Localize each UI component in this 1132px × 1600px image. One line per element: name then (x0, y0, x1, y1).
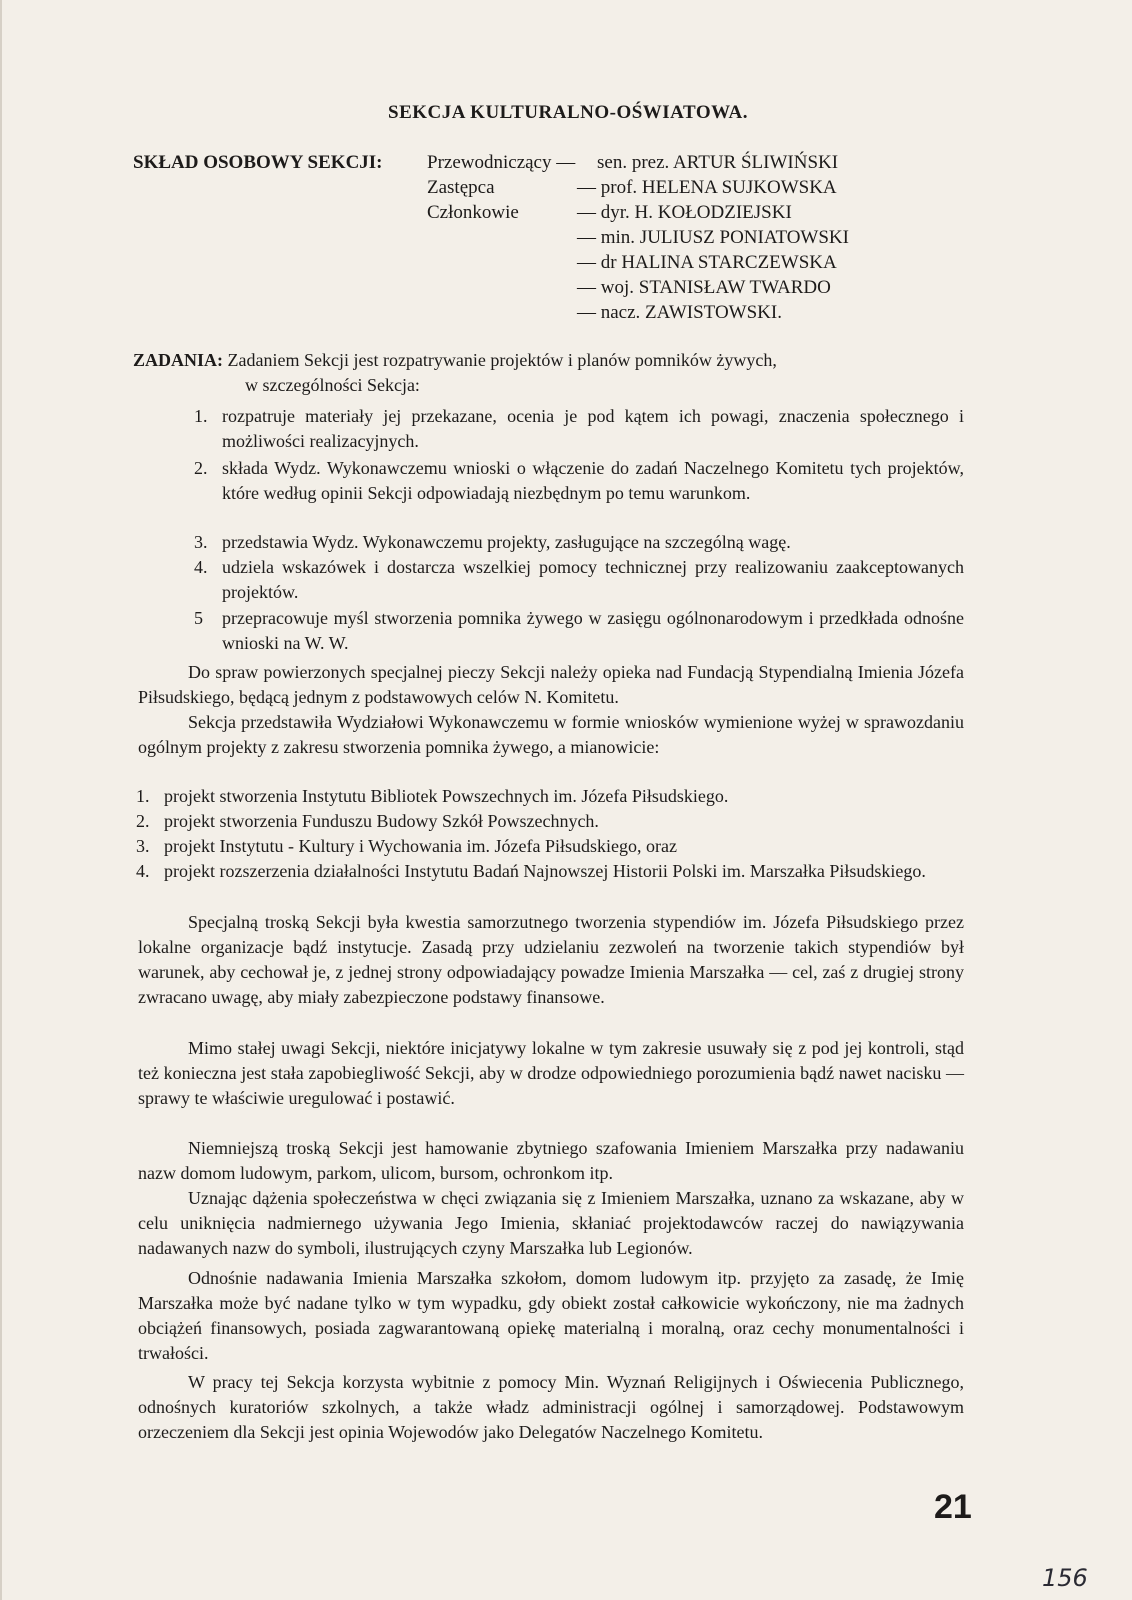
task-text: udziela wskazówek i dostarcza wszelkiej pomocy technicznej przy realizowaniu zaakceptowanych projektów. (222, 557, 964, 602)
paragraph: Uznając dążenia społeczeństwa w chęci związania się z Imieniem Marszałka, uznano za wskazane, aby w celu uniknięcia nadmiernego używania Jego Imienia, skłaniać projektodawców raczej do nawiązywania nadawanych nazw do symboli, ilustrujących czyny Marszałka lub Legionów. (138, 1188, 964, 1258)
task-item (194, 456, 964, 506)
task-number: 2. (194, 458, 208, 478)
project-item (136, 834, 964, 859)
project-number: 4. (136, 861, 150, 881)
tasks-intro (133, 348, 963, 373)
member-item: — woj. STANISŁAW TWARDO (577, 277, 831, 298)
member-item: — prof. HELENA SUJKOWSKA (577, 177, 837, 198)
role-chair: Przewodniczący — (427, 152, 576, 173)
paragraph: Niemniejszą troską Sekcji jest hamowanie zbytniego szafowania Imieniem Marszałka przy nadawaniu nazw domom ludowym, parkom, ulicom, bursom, ochronkom itp. (138, 1138, 964, 1183)
task-item (194, 606, 964, 656)
task-number: 1. (194, 406, 208, 426)
member-item: — nacz. ZAWISTOWSKI. (577, 302, 782, 323)
project-text: projekt rozszerzenia działalności Instytutu Badań Najnowszej Historii Polski im. Marszałka Piłsudskiego. (164, 861, 926, 881)
member-item: — min. JULIUSZ PONIATOWSKI (577, 227, 849, 248)
paragraph: Mimo stałej uwagi Sekcji, niektóre inicjatywy lokalne w tym zakresie usuwały się z pod jej kontroli, stąd też konieczna jest stała zapobiegliwość Sekcji, aby w drodze odpowiedniego porozumienia bądź nawet nacisku — sprawy te właściwie uregulować i postawić. (138, 1038, 964, 1108)
paragraph: Do spraw powierzonych specjalnej pieczy Sekcji należy opieka nad Fundacją Stypendialną Imienia Józefa Piłsudskiego, będącą jednym z podstawowych celów N. Komitetu. (138, 662, 964, 707)
task-text: rozpatruje materiały jej przekazane, ocenia je pod kątem ich powagi, znaczenia społecznego i możliwości realizacyjnych. (222, 406, 964, 451)
project-item (136, 784, 964, 809)
task-item (194, 404, 964, 454)
project-item (136, 859, 964, 884)
task-text: przedstawia Wydz. Wykonawczemu projekty, zasługujące na szczególną wagę. (222, 532, 791, 552)
task-number: 5 (194, 608, 203, 628)
project-number: 1. (136, 786, 150, 806)
task-item (194, 555, 964, 605)
tasks-intro-line2: w szczególności Sekcja: (245, 375, 420, 395)
project-text: projekt stworzenia Funduszu Budowy Szkół Powszechnych. (164, 811, 599, 831)
task-text: przepracowuje myśl stworzenia pomnika żywego w zasięgu ogólnonarodowym i przedkłada odnośne wnioski na W. W. (222, 608, 964, 653)
project-number: 2. (136, 811, 150, 831)
page-number: 21 (934, 1488, 972, 1526)
tasks-label: ZADANIA: (133, 350, 223, 370)
paragraph: Sekcja przedstawiła Wydziałowi Wykonawczemu w formie wniosków wymienione wyżej w sprawozdaniu ogólnym projekty z zakresu stworzenia pomnika żywego, a mianowicie: (138, 712, 964, 757)
task-number: 3. (194, 532, 208, 552)
paragraph: Specjalną troską Sekcji była kwestia samorzutnego tworzenia stypendiów im. Józefa Piłsudskiego przez lokalne organizacje bądź instytucje. Zasadą przy udzielaniu zezwoleń na tworzenie takich stypendiów był warunek, aby cechował je, z jednej strony odpowiadający powadze Imienia Marszałka — cel, zaś z drugiej strony zwracano uwagę, aby miały zabezpieczone podstawy finansowe. (138, 912, 964, 1007)
role-deputy: Zastępca (427, 177, 495, 198)
project-number: 3. (136, 836, 150, 856)
role-members: Członkowie (427, 202, 519, 223)
paragraph: Odnośnie nadawania Imienia Marszałka szkołom, domom ludowym itp. przyjęto za zasadę, że Imię Marszałka może być nadane tylko w tym wypadku, gdy obiekt został całkowicie wykończony, nie ma żadnych obciążeń finansowych, posiada zagwarantowaną opiekę materialną i moralną, oraz cechy monumentalności i trwałości. (138, 1268, 964, 1363)
handwritten-archive-number: 156 (1042, 1564, 1088, 1592)
member-item: sen. prez. ARTUR ŚLIWIŃSKI (597, 152, 839, 173)
paragraph: W pracy tej Sekcja korzysta wybitnie z pomocy Min. Wyznań Religijnych i Oświecenia Publicznego, odnośnych kuratoriów szkolnych, a także władz administracji ogólnej i samorządowej. Podstawowym orzeczeniem dla Sekcji jest opinia Wojewodów jako Delegatów Naczelnego Komitetu. (138, 1372, 964, 1442)
tasks-intro-line1: Zadaniem Sekcji jest rozpatrywanie projektów i planów pomników żywych, (227, 350, 777, 370)
task-item (194, 530, 964, 555)
member-item: — dr HALINA STARCZEWSKA (577, 252, 837, 273)
section-title: SEKCJA KULTURALNO-OŚWIATOWA. (388, 102, 748, 123)
composition-heading: SKŁAD OSOBOWY SEKCJI: (133, 152, 383, 173)
task-text: składa Wydz. Wykonawczemu wnioski o włączenie do zadań Naczelnego Komitetu tych projektów, które według opinii Sekcji odpowiadają niezbędnym po temu warunkom. (222, 458, 964, 503)
project-text: projekt stworzenia Instytutu Bibliotek Powszechnych im. Józefa Piłsudskiego. (164, 786, 729, 806)
project-text: projekt Instytutu - Kultury i Wychowania im. Józefa Piłsudskiego, oraz (164, 836, 677, 856)
project-item (136, 809, 964, 834)
task-number: 4. (194, 557, 208, 577)
member-item: — dyr. H. KOŁODZIEJSKI (577, 202, 792, 223)
